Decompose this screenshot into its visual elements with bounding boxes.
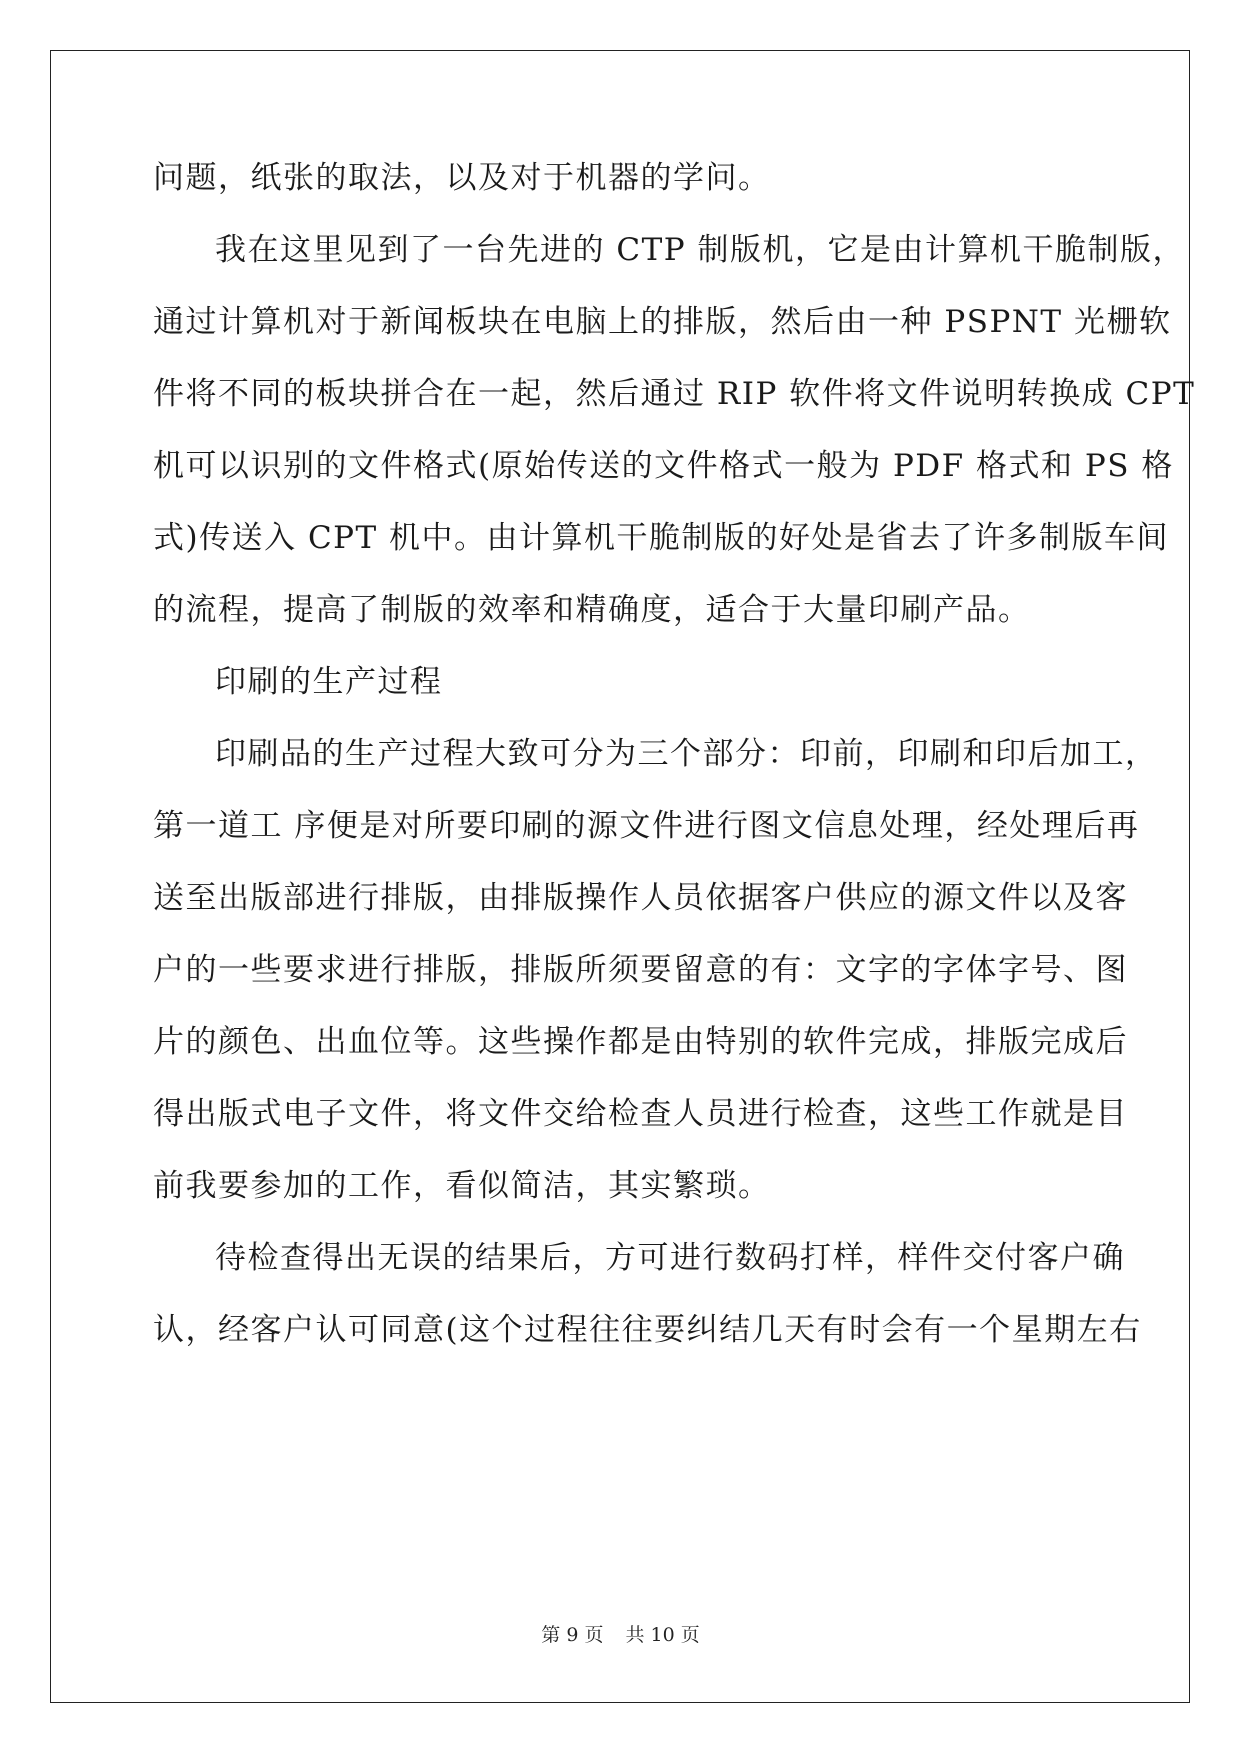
text-line: 的流程，提高了制版的效率和精确度，适合于大量印刷产品。 [153,592,1031,628]
text-line: 第一道工 序便是对所要印刷的源文件进行图文信息处理，经处理后再 [153,808,1140,844]
section-heading: 印刷的生产过程 [215,664,443,700]
text-line: 得出版式电子文件，将文件交给检查人员进行检查，这些工作就是目 [153,1096,1128,1132]
page-number-current: 第 9 页 [541,1624,604,1646]
text-line: 户的一些要求进行排版，排版所须要留意的有：文字的字体字号、图 [153,952,1128,988]
text-line: 通过计算机对于新闻板块在电脑上的排版，然后由一种 PSPNT 光栅软 [153,304,1172,340]
text-line: 问题，纸张的取法，以及对于机器的学问。 [153,160,771,196]
text-line: 件将不同的板块拼合在一起，然后通过 RIP 软件将文件说明转换成 CPT [153,376,1196,412]
page-number-total: 共 10 页 [625,1624,700,1646]
text-line: 印刷品的生产过程大致可分为三个部分：印前，印刷和印后加工， [215,736,1158,772]
page-border [50,50,1196,1703]
text-line: 式)传送入 CPT 机中。由计算机干脆制版的好处是省去了许多制版车间 [153,520,1170,556]
text-line: 前我要参加的工作，看似简洁，其实繁琐。 [153,1168,771,1204]
text-line: 送至出版部进行排版，由排版操作人员依据客户供应的源文件以及客 [153,880,1128,916]
text-line: 认，经客户认可同意(这个过程往往要纠结几天有时会有一个星期左右 [153,1312,1142,1348]
text-line: 片的颜色、出血位等。这些操作都是由特别的软件完成，排版完成后 [153,1024,1128,1060]
text-line: 机可以识别的文件格式(原始传送的文件格式一般为 PDF 格式和 PS 格 [153,448,1174,484]
page-footer [0,1620,1241,1647]
text-line: 我在这里见到了一台先进的 CTP 制版机，它是由计算机干脆制版， [215,232,1185,268]
text-line: 待检查得出无误的结果后，方可进行数码打样，样件交付客户确 [215,1240,1125,1276]
